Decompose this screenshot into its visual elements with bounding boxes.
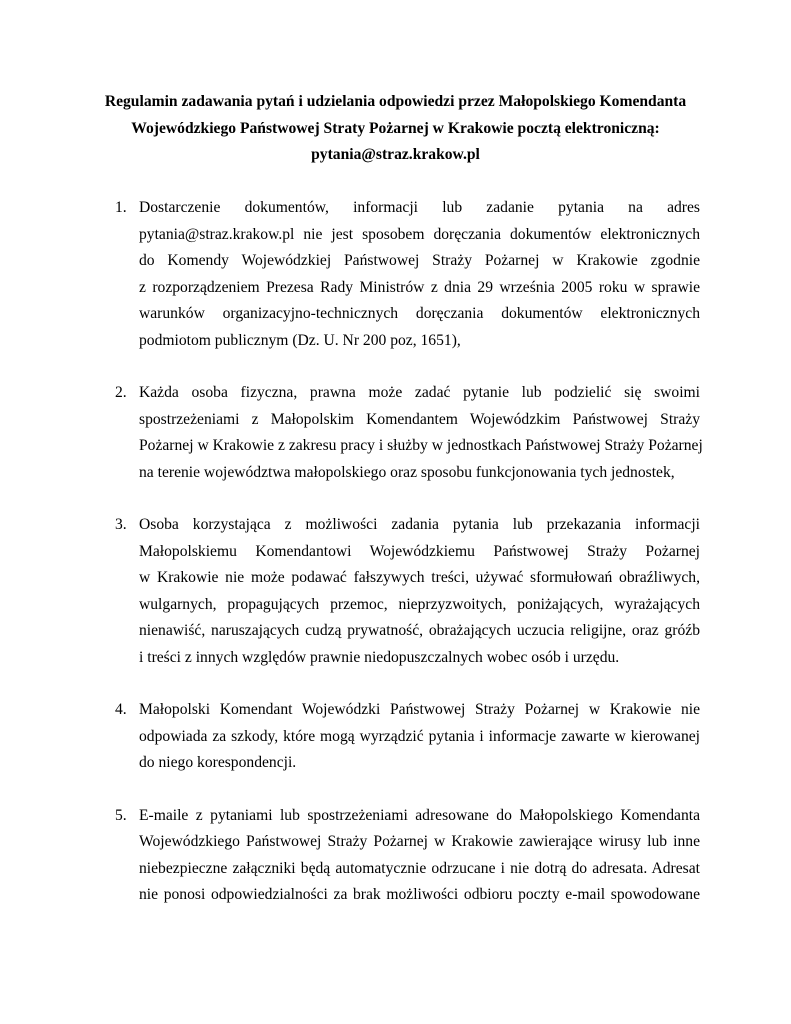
text-line: warunków organizacyjno-technicznych doręczania dokumentów elektronicznych [139,305,700,322]
text-line: z rozporządzeniem Prezesa Rady Ministrów z dnia 29 września 2005 roku w sprawie [139,278,700,296]
item-text [139,380,703,486]
text-line: pytania@straz.krakow.pl nie jest sposobem doręczania dokumentów elektronicznych [139,225,700,243]
title-line: Wojewódzkiego Państwowej Straty Pożarnej w Krakowie pocztą elektroniczną: [131,119,660,137]
item-text [139,512,700,671]
regulation-item-4 [0,697,791,777]
text-line: i treści z innych względów prawnie niedopuszczalnych wobec osób i urzędu. [139,648,620,666]
regulation-item-2 [0,380,791,486]
text-line: Dostarczenie dokumentów, informacji lub zadanie pytania na adres [139,199,700,216]
text-line: spostrzeżeniami z Małopolskim Komendantem Wojewódzkim Państwowej Straży [139,410,700,428]
text-line: na terenie województwa małopolskiego oraz sposobu funkcjonowania tych jednostek, [139,463,675,481]
regulation-item-1 [0,195,791,354]
title-line: Regulamin zadawania pytań i udzielania odpowiedzi przez Małopolskiego Komendanta [104,93,687,110]
text-line: Pożarnej w Krakowie z zakresu pracy i służby w jednostkach Państwowej Straży Pożarnej [139,437,703,454]
text-line: niebezpieczne załączniki będą automatycznie odrzucane i nie dotrą do adresata. Adresat [139,859,700,877]
text-line: nie ponosi odpowiedzialności za brak możliwości odbioru poczty e-mail spowodowane [139,886,700,903]
item-number: 1. [115,199,127,216]
regulation-list [0,195,791,935]
text-line: Każda osoba fizyczna, prawna może zadać pytanie lub podzielić się swoimi [139,384,700,401]
item-number: 3. [115,516,127,533]
title-email: pytania@straz.krakow.pl [311,146,480,163]
text-line: podmiotom publicznym (Dz. U. Nr 200 poz, 1651), [139,331,461,349]
document-title [90,89,701,169]
text-line: odpowiada za szkody, które mogą wyrządzić pytania i informacje zawarte w kierowanej [139,727,700,745]
text-line: w Krakowie nie może podawać fałszywych treści, używać sformułowań obraźliwych, [139,569,700,586]
item-number: 4. [115,701,127,718]
item-text [139,697,700,777]
item-text [139,803,700,909]
regulation-item-5 [0,803,791,909]
text-line: Wojewódzkiego Państwowej Straży Pożarnej w Krakowie zawierające wirusy lub inne [139,833,700,850]
item-number: 5. [115,806,127,824]
regulation-item-3 [0,512,791,671]
text-line: Osoba korzystająca z możliwości zadania pytania lub przekazania informacji [139,516,700,533]
text-line: do niego korespondencji. [139,754,297,771]
text-line: Małopolskiemu Komendantowi Wojewódzkiemu Państwowej Straży Pożarnej [139,542,700,560]
text-line: do Komendy Wojewódzkiej Państwowej Straży Pożarnej w Krakowie zgodnie [139,252,700,269]
text-line: Małopolski Komendant Wojewódzki Państwowej Straży Pożarnej w Krakowie nie [139,701,700,718]
item-number: 2. [115,384,127,401]
text-line: E-maile z pytaniami lub spostrzeżeniami adresowane do Małopolskiego Komendanta [139,806,700,824]
text-line: wulgarnych, propagujących przemoc, nieprzyzwoitych, poniżających, wyrażających [139,595,700,613]
item-text [139,195,700,354]
text-line: nienawiść, naruszających cudzą prywatność, obrażających uczucia religijne, oraz gróźb [139,622,700,639]
